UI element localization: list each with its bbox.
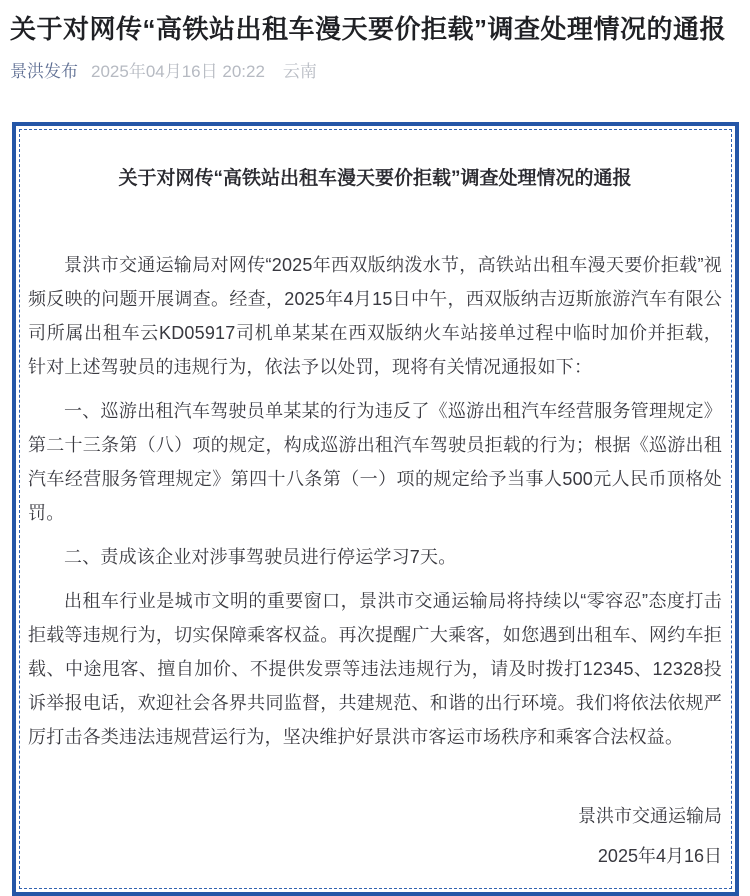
notice-paragraph-1: 景洪市交通运输局对网传“2025年西双版纳泼水节，高铁站出租车漫天要价拒载”视频反映的问题开展调查。经查，2025年4月15日中午，西双版纳吉迈斯旅游汽车有限公司所属出租车云KD05917司机单某某在西双版纳火车站接单过程中临时加价并拒载，针对上述驾驶员的违规行为，依法予以处罚，现将有关情况通报如下： <box>28 255 722 377</box>
notice-paragraph-4: 出租车行业是城市文明的重要窗口，景洪市交通运输局将持续以“零容忍”态度打击拒载等违规行为，切实保障乘客权益。再次提醒广大乘客，如您遇到出租车、网约车拒载、中途甩客、擅自加价、不提供发票等违法违规行为，请及时拨打12345、12328投诉举报电话，欢迎社会各界共同监督，共建规范、和谐的出行环境。我们将依法依规严厉打击各类违法违规营运行为，坚决维护好景洪市客运市场秩序和乘客合法权益。 <box>28 591 722 747</box>
notice-signature <box>28 799 722 873</box>
notice-title: 关于对网传“高铁站出租车漫天要价拒载”调查处理情况的通报 <box>118 168 632 189</box>
signature-date: 2025年4月16日 <box>597 846 722 866</box>
notice-paragraph-3: 二、责成该企业对涉事驾驶员进行停运学习7天。 <box>64 547 457 567</box>
publisher-name[interactable]: 景洪发布 <box>10 62 78 81</box>
page-title: 关于对网传“高铁站出租车漫天要价拒载”调查处理情况的通报 <box>10 14 727 44</box>
notice-inner-box <box>19 129 732 889</box>
publish-region: 云南 <box>282 62 317 81</box>
signature-issuer: 景洪市交通运输局 <box>578 806 722 826</box>
notice-body <box>28 248 722 754</box>
publish-datetime: 2025年04月16日 20:22 <box>91 62 265 81</box>
article-meta <box>10 61 740 83</box>
article-page <box>0 12 750 896</box>
notice-paragraph-2: 一、巡游出租汽车驾驶员单某某的行为违反了《巡游出租汽车经营服务管理规定》第二十三条第（八）项的规定，构成巡游出租汽车驾驶员拒载的行为；根据《巡游出租汽车经营服务管理规定》第四十八条第（一）项的规定给予当事人500元人民币顶格处罚。 <box>28 401 722 523</box>
notice-border-box <box>12 122 739 896</box>
